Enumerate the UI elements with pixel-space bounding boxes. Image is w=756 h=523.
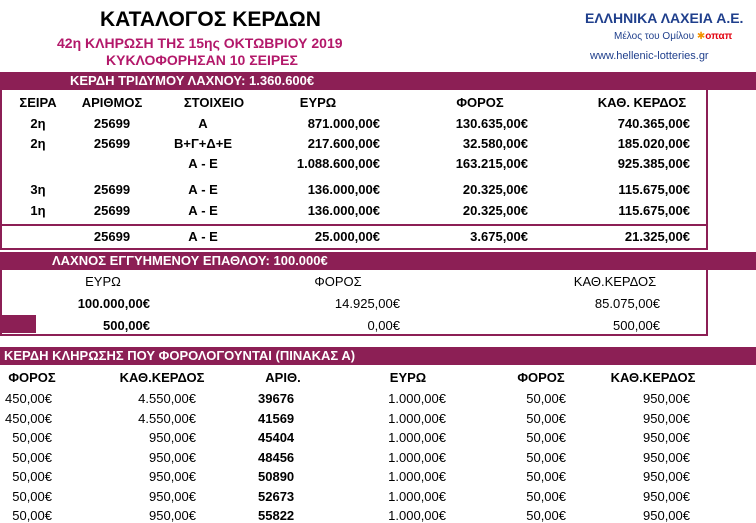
section1-cell-number: 25699 bbox=[93, 229, 131, 244]
section3-cell-euro: 1.000,00€ bbox=[388, 430, 446, 445]
section3-cell-tax: 50,00€ bbox=[12, 430, 52, 445]
section1-cell-element: Α bbox=[198, 116, 208, 131]
section3-cell-euro: 1.000,00€ bbox=[388, 469, 446, 484]
opap-brand: οπαπ bbox=[705, 31, 733, 42]
section1-cell-tax: 20.325,00€ bbox=[462, 182, 528, 197]
section3-cell-number: 45404 bbox=[258, 430, 295, 445]
section2-header-net: ΚΑΘ.ΚΕΡΔΟΣ bbox=[573, 274, 657, 289]
section1-cell-number: 25699 bbox=[93, 136, 131, 151]
section1-cell-series: 1η bbox=[30, 203, 46, 218]
section2-header-tax: ΦΟΡΟΣ bbox=[314, 274, 362, 289]
section1-cell-net: 21.325,00€ bbox=[624, 229, 690, 244]
section1-header-series: ΣΕΙΡΑ bbox=[19, 95, 57, 110]
section3-header-tax2: ΦΟΡΟΣ bbox=[517, 370, 565, 385]
section3-cell-net: 4.550,00€ bbox=[138, 391, 196, 406]
section3-cell-tax: 50,00€ bbox=[12, 488, 52, 504]
section3-cell-number: 41569 bbox=[258, 410, 295, 426]
opap-member-line bbox=[614, 31, 732, 42]
section3-cell-number: 55822 bbox=[258, 508, 295, 523]
draw-subtitle: 42η ΚΛΗΡΩΣΗ ΤΗΣ 15ης ΟΚΤΩΒΡΙΟΥ 2019 bbox=[57, 35, 343, 51]
section1-cell-euro: 25.000,00€ bbox=[314, 229, 380, 244]
section3-header-euro: ΕΥΡΩ bbox=[389, 370, 427, 385]
section3-cell-net2: 950,00€ bbox=[643, 469, 690, 484]
section3-cell-tax2: 50,00€ bbox=[526, 391, 566, 406]
section3-cell-euro: 1.000,00€ bbox=[388, 488, 446, 504]
section3-cell-net2: 950,00€ bbox=[643, 391, 690, 406]
section3-cell-tax: 50,00€ bbox=[12, 469, 52, 484]
section3-cell-net: 4.550,00€ bbox=[138, 410, 196, 426]
section1-divider bbox=[0, 224, 708, 226]
section3-title: ΚΕΡΔΗ ΚΛΗΡΩΣΗΣ ΠΟΥ ΦΟΡΟΛΟΓΟΥΝΤΑΙ (ΠΙΝΑΚΑΣ Α) bbox=[4, 348, 356, 363]
member-text: Μέλος του Ομίλου bbox=[614, 31, 695, 42]
section1-cell-euro: 217.600,00€ bbox=[307, 136, 380, 151]
section1-cell-net: 115.675,00€ bbox=[618, 203, 690, 218]
section3-header-net2: ΚΑΘ.ΚΕΡΔΟΣ bbox=[610, 370, 696, 385]
section1-cell-net: 185.020,00€ bbox=[617, 136, 690, 151]
section3-cell-tax: 50,00€ bbox=[12, 449, 52, 465]
website-url: www.hellenic-lotteries.gr bbox=[590, 50, 709, 62]
section1-cell-euro: 136.000,00€ bbox=[307, 182, 380, 197]
section3-cell-net2: 950,00€ bbox=[643, 430, 690, 445]
section2-header-euro: ΕΥΡΩ bbox=[85, 274, 121, 289]
section3-header-bar bbox=[0, 347, 756, 365]
page-title: ΚΑΤΑΛΟΓΟΣ ΚΕΡΔΩΝ bbox=[100, 8, 321, 31]
section2-cell-net: 85.075,00€ bbox=[594, 296, 660, 311]
section3-cell-tax2: 50,00€ bbox=[526, 430, 566, 445]
section3-cell-tax2: 50,00€ bbox=[526, 508, 566, 523]
section3-cell-tax2: 50,00€ bbox=[526, 469, 566, 484]
section3-cell-net: 950,00€ bbox=[149, 488, 196, 504]
section3-cell-euro: 1.000,00€ bbox=[388, 391, 446, 406]
section1-cell-series: 2η bbox=[30, 116, 46, 131]
section3-cell-net2: 950,00€ bbox=[643, 410, 690, 426]
section2-cell-euro: 500,00€ bbox=[103, 318, 150, 333]
section2-title: ΛΑΧΝΟΣ ΕΓΓΥΗΜΕΝΟΥ ΕΠΑΘΛΟΥ: 100.000€ bbox=[52, 253, 328, 268]
section1-cell-tax: 32.580,00€ bbox=[462, 136, 528, 151]
section1-cell-element: Α - Ε bbox=[188, 229, 218, 244]
section3-cell-tax2: 50,00€ bbox=[526, 488, 566, 504]
section3-cell-number: 48456 bbox=[258, 449, 295, 465]
section1-header-tax: ΦΟΡΟΣ bbox=[456, 95, 504, 110]
section3-cell-number: 52673 bbox=[258, 488, 295, 504]
section1-cell-net: 740.365,00€ bbox=[617, 116, 690, 131]
section1-cell-net: 115.675,00€ bbox=[618, 182, 690, 197]
section1-cell-euro: 871.000,00€ bbox=[307, 116, 380, 131]
section3-cell-number: 39676 bbox=[258, 391, 295, 406]
section3-cell-net2: 950,00€ bbox=[643, 488, 690, 504]
section1-cell-element: Β+Γ+Δ+Ε bbox=[174, 136, 232, 151]
opap-star-icon: ✱ bbox=[696, 31, 706, 42]
lottery-logo-name: ΕΛΛΗΝΙΚΑ ΛΑΧΕΙΑ Α.Ε. bbox=[585, 10, 744, 26]
section3-cell-tax: 450,00€ bbox=[5, 410, 52, 426]
section1-cell-tax: 163.215,00€ bbox=[455, 156, 528, 171]
section1-cell-tax: 3.675,00€ bbox=[470, 229, 528, 244]
section1-header-net: ΚΑΘ. ΚΕΡΔΟΣ bbox=[597, 95, 687, 110]
section3-cell-number: 50890 bbox=[258, 469, 295, 484]
section1-header-euro: ΕΥΡΩ bbox=[299, 95, 337, 110]
series-subtitle: ΚΥΚΛΟΦΟΡΗΣΑΝ 10 ΣΕΙΡΕΣ bbox=[106, 52, 298, 68]
section1-cell-net: 925.385,00€ bbox=[617, 156, 690, 171]
section3-cell-net: 950,00€ bbox=[149, 430, 196, 445]
section3-cell-tax2: 50,00€ bbox=[526, 410, 566, 426]
section1-cell-number: 25699 bbox=[93, 182, 131, 197]
section2-cell-tax: 14.925,00€ bbox=[334, 296, 400, 311]
section3-cell-tax: 450,00€ bbox=[5, 391, 52, 406]
section1-cell-element: Α - Ε bbox=[188, 156, 218, 171]
section1-cell-tax: 20.325,00€ bbox=[462, 203, 528, 218]
section3-header-number: ΑΡΙΘ. bbox=[265, 370, 301, 385]
section1-title: ΚΕΡΔΗ ΤΡΙΔΥΜΟΥ ΛΑΧΝΟΥ: 1.360.600€ bbox=[70, 73, 315, 88]
section3-cell-net: 950,00€ bbox=[149, 469, 196, 484]
section3-cell-net2: 950,00€ bbox=[643, 449, 690, 465]
section1-cell-element: Α - Ε bbox=[188, 203, 218, 218]
section1-header-number: ΑΡΙΘΜΟΣ bbox=[81, 95, 143, 110]
section2-cell-tax: 0,00€ bbox=[367, 318, 400, 333]
section1-cell-euro: 136.000,00€ bbox=[307, 203, 380, 218]
section1-cell-number: 25699 bbox=[93, 116, 131, 131]
section1-cell-series: 3η bbox=[30, 182, 46, 197]
section2-cell-euro: 100.000,00€ bbox=[77, 296, 150, 311]
section3-header-tax: ΦΟΡΟΣ bbox=[8, 370, 56, 385]
section3-cell-euro: 1.000,00€ bbox=[388, 410, 446, 426]
section3-cell-net: 950,00€ bbox=[149, 508, 196, 523]
section3-cell-net: 950,00€ bbox=[149, 449, 196, 465]
section1-cell-tax: 130.635,00€ bbox=[455, 116, 528, 131]
section1-cell-euro: 1.088.600,00€ bbox=[296, 156, 380, 171]
section1-cell-series: 2η bbox=[30, 136, 46, 151]
section3-cell-euro: 1.000,00€ bbox=[388, 449, 446, 465]
section1-header-element: ΣΤΟΙΧΕΙΟ bbox=[183, 95, 245, 110]
section3-cell-tax: 50,00€ bbox=[12, 508, 52, 523]
section1-cell-number: 25699 bbox=[93, 203, 131, 218]
section1-cell-element: Α - Ε bbox=[188, 182, 218, 197]
section2-cell-net: 500,00€ bbox=[613, 318, 660, 333]
section3-header-net: ΚΑΘ.ΚΕΡΔΟΣ bbox=[119, 370, 205, 385]
section3-cell-euro: 1.000,00€ bbox=[388, 508, 446, 523]
section3-cell-net2: 950,00€ bbox=[643, 508, 690, 523]
section3-cell-tax2: 50,00€ bbox=[526, 449, 566, 465]
